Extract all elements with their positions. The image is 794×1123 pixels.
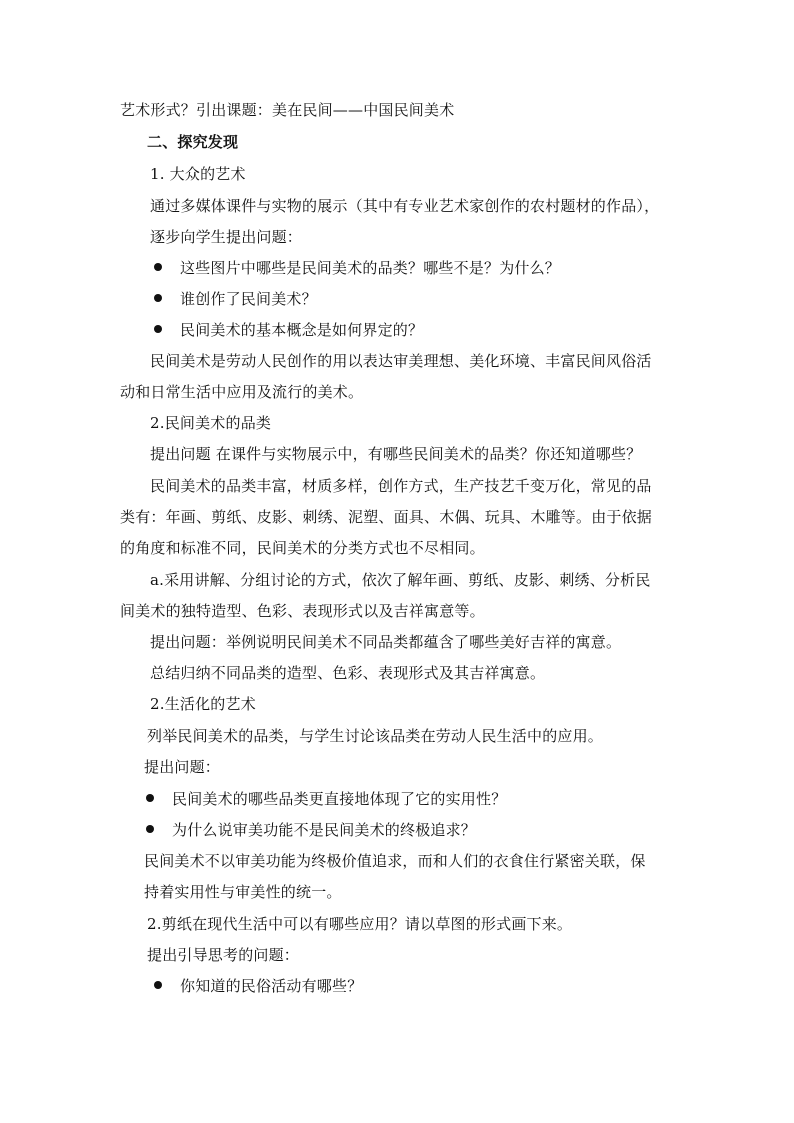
paragraph-line: 间美术的独特造型、色彩、表现形式以及吉祥寓意等。: [120, 602, 485, 620]
paragraph-line: 列举民间美术的品类，与学生讨论该品类在劳动人民生活中的应用。: [147, 727, 604, 745]
paragraph-line: 民间美术的品类丰富，材质多样，创作方式，生产技艺千变万化，常见的品: [150, 477, 652, 495]
paragraph-line: 提出问题 在课件与实物展示中，有哪些民间美术的品类？你还知道哪些？: [150, 445, 642, 463]
bullet-icon: [154, 981, 162, 989]
bullet-icon: [146, 794, 154, 802]
bullet-item: 这些图片中哪些是民间美术的品类？哪些不是？为什么？: [180, 259, 561, 277]
paragraph-line: 逐步向学生提出问题：: [150, 228, 303, 246]
bullet-item: 谁创作了民间美术？: [180, 290, 317, 308]
paragraph-line: 2.剪纸在现代生活中可以有哪些应用？请以草图的形式画下来。: [147, 915, 573, 933]
paragraph-line: 提出问题：: [144, 758, 221, 776]
bullet-icon: [146, 825, 154, 833]
paragraph-line: 民间美术是劳动人民创作的用以表达审美理想、美化环境、丰富民间风俗活: [150, 352, 652, 370]
subsection-heading: 2.生活化的艺术: [150, 695, 256, 713]
intro-line: 艺术形式？引出课题：美在民间——中国民间美术: [120, 101, 455, 119]
bullet-icon: [154, 263, 162, 271]
paragraph-line: a.采用讲解、分组讨论的方式，依次了解年画、剪纸、皮影、刺绣、分析民: [150, 571, 651, 589]
paragraph-line: 类有：年画、剪纸、皮影、刺绣、泥塑、面具、木偶、玩具、木雕等。由于依据: [120, 508, 653, 526]
paragraph-line: 的角度和标准不同，民间美术的分类方式也不尽相同。: [120, 539, 485, 557]
bullet-item: 民间美术的基本概念是如何界定的？: [180, 321, 424, 339]
paragraph-line: 提出引导思考的问题：: [147, 946, 300, 964]
paragraph-line: 动和日常生活中应用及流行的美术。: [120, 383, 364, 401]
subsection-heading: 2.民间美术的品类: [150, 414, 272, 432]
paragraph-line: 民间美术不以审美功能为终极价值追求，而和人们的衣食住行紧密关联，保: [144, 852, 646, 870]
subsection-heading: 1. 大众的艺术: [150, 165, 246, 183]
bullet-icon: [154, 294, 162, 302]
paragraph-line: 提出问题：举例说明民间美术不同品类都蕴含了哪些美好吉祥的寓意。: [150, 633, 622, 651]
paragraph-line: 持着实用性与审美性的统一。: [144, 883, 342, 901]
section-heading: 二、探究发现: [147, 133, 239, 151]
paragraph-line: 通过多媒体课件与实物的展示（其中有专业艺术家创作的农村题材的作品），: [150, 197, 660, 215]
bullet-item: 民间美术的哪些品类更直接地体现了它的实用性？: [172, 790, 507, 808]
bullet-icon: [154, 325, 162, 333]
bullet-item: 为什么说审美功能不是民间美术的终极追求？: [172, 821, 477, 839]
paragraph-line: 总结归纳不同品类的造型、色彩、表现形式及其吉祥寓意。: [150, 664, 546, 682]
bullet-item: 你知道的民俗活动有哪些？: [180, 977, 363, 995]
